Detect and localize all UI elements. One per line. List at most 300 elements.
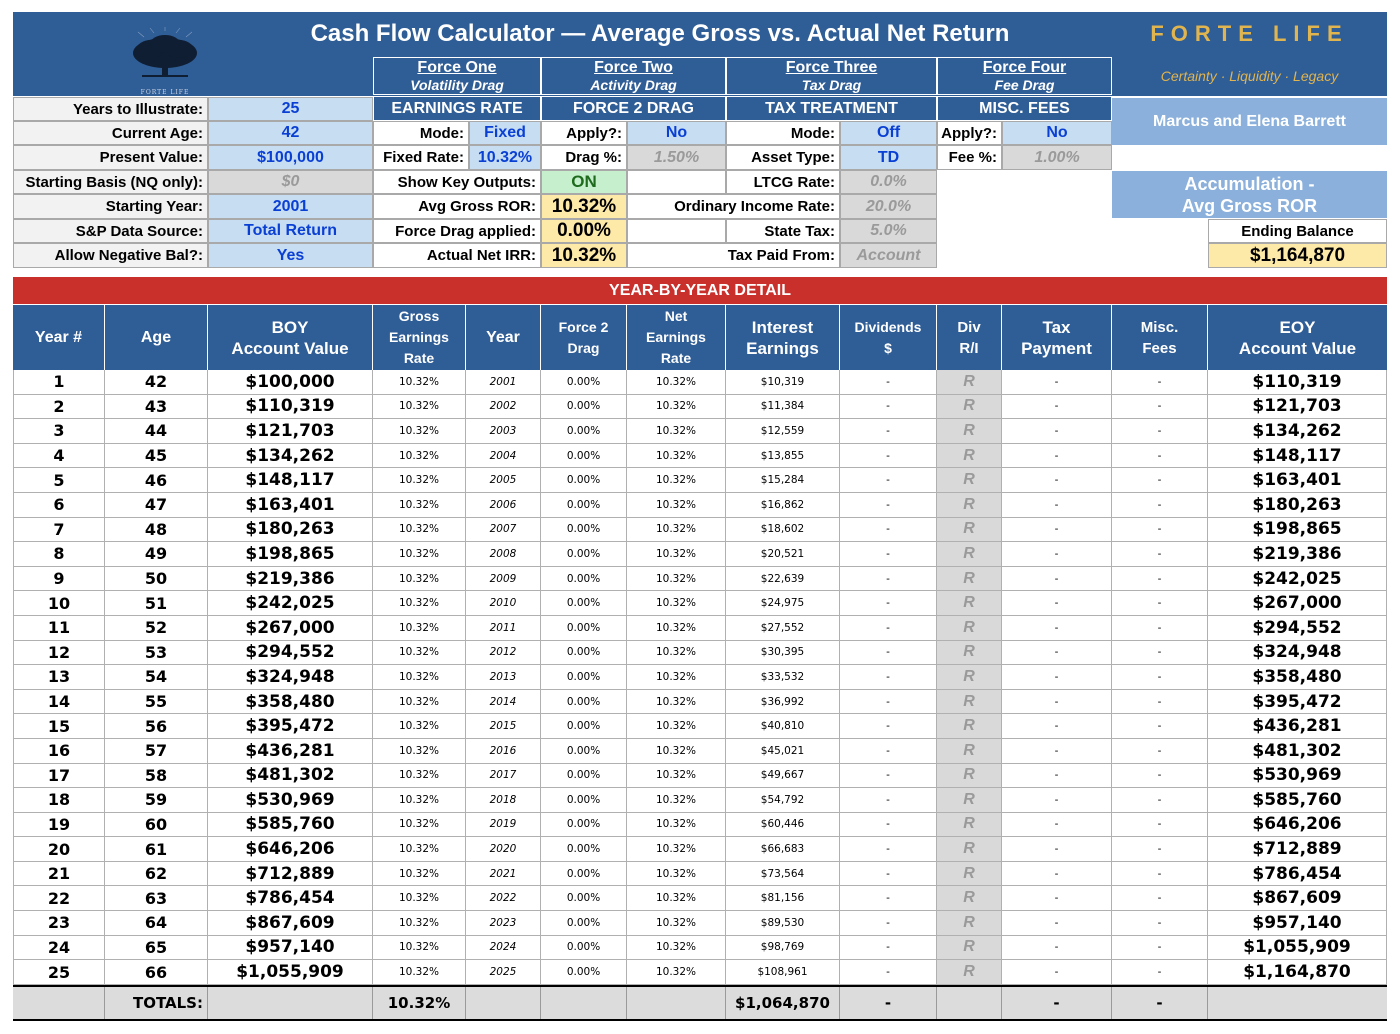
cell-boy-value: $198,865	[208, 542, 373, 567]
cell-eoy-value: $395,472	[1208, 690, 1387, 715]
col-header-text	[486, 327, 520, 348]
cell-div-ri: R	[937, 960, 1002, 985]
cell-boy-value: $324,948	[208, 665, 373, 690]
cell-force2-drag: 0.00%	[541, 714, 627, 739]
cell-year: 2007	[466, 518, 541, 543]
col-header-line: Account Value	[1238, 338, 1357, 358]
ending-balance-value: $1,164,870	[1208, 243, 1387, 268]
cell-year: 2015	[466, 714, 541, 739]
cell-boy-value: $180,263	[208, 518, 373, 543]
table-row	[13, 788, 1387, 813]
cell-div-ri: R	[937, 542, 1002, 567]
avg-gross-ror-label: Avg Gross ROR:	[373, 194, 541, 219]
cell-net-rate: 10.32%	[627, 837, 726, 862]
cell-gross-rate: 10.32%	[373, 641, 466, 666]
cell-div-ri: R	[937, 714, 1002, 739]
cell-year: 2004	[466, 444, 541, 469]
cell-boy-value: $712,889	[208, 862, 373, 887]
cell-interest: $66,683	[726, 837, 840, 862]
table-row	[13, 641, 1387, 666]
col-header-dividends	[840, 305, 937, 370]
cell-boy-value: $585,760	[208, 813, 373, 838]
tax-mode-select[interactable]: Off	[840, 121, 937, 145]
cell-year-num: 25	[13, 960, 105, 985]
cell-interest: $13,855	[726, 444, 840, 469]
cell-dividends: -	[840, 862, 937, 887]
table-row	[13, 567, 1387, 592]
table-row	[13, 837, 1387, 862]
cell-dividends: -	[840, 567, 937, 592]
force-subtitle: Volatility Drag	[410, 77, 504, 93]
force-one-header	[373, 57, 541, 95]
sp-source-select[interactable]: Total Return	[208, 219, 373, 243]
cell-misc-fees: -	[1112, 665, 1208, 690]
cell-div-ri: R	[937, 641, 1002, 666]
fixed-rate-label: Fixed Rate:	[373, 145, 469, 170]
totals-interest: $1,064,870	[726, 987, 840, 1019]
cell-misc-fees: -	[1112, 370, 1208, 395]
cell-tax-payment: -	[1002, 690, 1112, 715]
force-subtitle: Activity Drag	[590, 77, 677, 93]
cell-div-ri: R	[937, 616, 1002, 641]
cell-age: 43	[105, 395, 208, 420]
cell-interest: $20,521	[726, 542, 840, 567]
cell-misc-fees: -	[1112, 837, 1208, 862]
col-header-line: Dividends	[854, 318, 922, 335]
cell-net-rate: 10.32%	[627, 764, 726, 789]
cell-net-rate: 10.32%	[627, 813, 726, 838]
cell-year-num: 3	[13, 419, 105, 444]
cell-interest: $22,639	[726, 567, 840, 592]
cell-interest: $89,530	[726, 911, 840, 936]
force-drag-applied-label: Force Drag applied:	[373, 219, 541, 243]
cell-dividends: -	[840, 690, 937, 715]
cell-gross-rate: 10.32%	[373, 591, 466, 616]
cell-age: 42	[105, 370, 208, 395]
cell-interest: $98,769	[726, 936, 840, 961]
cell-div-ri: R	[937, 936, 1002, 961]
cell-div-ri: R	[937, 837, 1002, 862]
cell-force2-drag: 0.00%	[541, 690, 627, 715]
totals-fees: -	[1112, 987, 1208, 1019]
cell-dividends: -	[840, 936, 937, 961]
cell-year: 2013	[466, 665, 541, 690]
col-header-line: Net	[664, 308, 688, 324]
cell-age: 49	[105, 542, 208, 567]
cell-year-num: 1	[13, 370, 105, 395]
cell-net-rate: 10.32%	[627, 788, 726, 813]
cell-eoy-value: $358,480	[1208, 665, 1387, 690]
sp-source-label: S&P Data Source:	[13, 219, 208, 243]
cell-gross-rate: 10.32%	[373, 936, 466, 961]
scenario-line-1: Accumulation -	[1184, 173, 1315, 194]
col-header-text	[855, 317, 922, 359]
cell-misc-fees: -	[1112, 788, 1208, 813]
asset-type-select[interactable]: TD	[840, 145, 937, 170]
fee-percent-input[interactable]: 1.00%	[1002, 145, 1112, 170]
cell-misc-fees: -	[1112, 813, 1208, 838]
col-header-force2-drag	[541, 305, 627, 370]
cell-gross-rate: 10.32%	[373, 813, 466, 838]
cell-gross-rate: 10.32%	[373, 665, 466, 690]
page-title: Cash Flow Calculator — Average Gross vs. Actual Net Return	[310, 20, 1010, 47]
col-header-gross-rate	[373, 305, 466, 370]
cell-net-rate: 10.32%	[627, 714, 726, 739]
cell-div-ri: R	[937, 419, 1002, 444]
col-header-line: Account Value	[231, 338, 349, 358]
cell-misc-fees: -	[1112, 641, 1208, 666]
cell-boy-value: $786,454	[208, 886, 373, 911]
cell-age: 47	[105, 493, 208, 518]
cell-misc-fees: -	[1112, 886, 1208, 911]
cell-boy-value: $100,000	[208, 370, 373, 395]
cell-eoy-value: $481,302	[1208, 739, 1387, 764]
col-header-line: Interest	[751, 317, 814, 337]
cell-eoy-value: $121,703	[1208, 395, 1387, 420]
cell-misc-fees: -	[1112, 862, 1208, 887]
cell-force2-drag: 0.00%	[541, 788, 627, 813]
cell-misc-fees: -	[1112, 444, 1208, 469]
cell-gross-rate: 10.32%	[373, 886, 466, 911]
table-row	[13, 395, 1387, 420]
cell-net-rate: 10.32%	[627, 911, 726, 936]
table-row	[13, 739, 1387, 764]
col-header-line: Payment	[1021, 338, 1092, 358]
cell-interest: $10,319	[726, 370, 840, 395]
cell-dividends: -	[840, 370, 937, 395]
table-row	[13, 665, 1387, 690]
cell-year: 2002	[466, 395, 541, 420]
cell-boy-value: $957,140	[208, 936, 373, 961]
totals-gross-rate: 10.32%	[373, 987, 466, 1019]
cell-div-ri: R	[937, 886, 1002, 911]
cell-tax-payment: -	[1002, 960, 1112, 985]
cell-misc-fees: -	[1112, 591, 1208, 616]
cell-boy-value: $148,117	[208, 468, 373, 493]
cell-dividends: -	[840, 837, 937, 862]
cell-year-num: 15	[13, 714, 105, 739]
cell-force2-drag: 0.00%	[541, 542, 627, 567]
cell-boy-value: $436,281	[208, 739, 373, 764]
cell-net-rate: 10.32%	[627, 542, 726, 567]
cell-year: 2009	[466, 567, 541, 592]
cell-force2-drag: 0.00%	[541, 764, 627, 789]
cell-div-ri: R	[937, 444, 1002, 469]
cell-eoy-value: $1,164,870	[1208, 960, 1387, 985]
earnings-mode-select[interactable]: Fixed	[469, 121, 541, 145]
pv-label: Present Value:	[13, 145, 208, 170]
state-tax-input[interactable]: 5.0%	[840, 219, 937, 243]
cell-gross-rate: 10.32%	[373, 616, 466, 641]
col-header-text	[646, 306, 706, 369]
cell-force2-drag: 0.00%	[541, 616, 627, 641]
cell-force2-drag: 0.00%	[541, 567, 627, 592]
col-header-boy-value	[208, 305, 373, 370]
cell-net-rate: 10.32%	[627, 739, 726, 764]
cell-eoy-value: $957,140	[1208, 911, 1387, 936]
fees-apply-label: Apply?:	[937, 121, 1002, 145]
cell-age: 44	[105, 419, 208, 444]
basis-label: Starting Basis (NQ only):	[13, 170, 208, 194]
cell-interest: $33,532	[726, 665, 840, 690]
cell-eoy-value: $530,969	[1208, 764, 1387, 789]
cell-boy-value: $530,969	[208, 788, 373, 813]
cell-year-num: 19	[13, 813, 105, 838]
scenario-line-2: Avg Gross ROR	[1181, 195, 1318, 216]
tax-paid-from-label: Tax Paid From:	[627, 243, 840, 268]
ltcg-rate-input[interactable]: 0.0%	[840, 170, 937, 194]
col-header-text	[389, 306, 449, 369]
starting-year-input[interactable]: 2001	[208, 194, 373, 219]
col-header-misc-fees	[1112, 305, 1208, 370]
tax-paid-from-select[interactable]: Account	[840, 243, 937, 268]
scenario-label	[1112, 171, 1387, 218]
age-label: Current Age:	[13, 121, 208, 145]
present-value-input[interactable]: $100,000	[208, 145, 373, 170]
cell-gross-rate: 10.32%	[373, 960, 466, 985]
col-header-text	[1021, 317, 1092, 359]
cell-boy-value: $1,055,909	[208, 960, 373, 985]
totals-blank	[541, 987, 627, 1019]
cell-div-ri: R	[937, 813, 1002, 838]
cell-interest: $45,021	[726, 739, 840, 764]
cell-misc-fees: -	[1112, 567, 1208, 592]
force2-apply-select[interactable]: No	[627, 121, 726, 145]
cell-dividends: -	[840, 444, 937, 469]
cell-div-ri: R	[937, 665, 1002, 690]
cell-eoy-value: $786,454	[1208, 862, 1387, 887]
cell-eoy-value: $436,281	[1208, 714, 1387, 739]
cell-gross-rate: 10.32%	[373, 395, 466, 420]
cell-tax-payment: -	[1002, 837, 1112, 862]
cell-force2-drag: 0.00%	[541, 862, 627, 887]
cell-force2-drag: 0.00%	[541, 370, 627, 395]
col-header-text	[231, 317, 348, 359]
misc-fees-header: MISC. FEES	[937, 96, 1112, 121]
cell-age: 55	[105, 690, 208, 715]
cell-tax-payment: -	[1002, 542, 1112, 567]
cell-eoy-value: $867,609	[1208, 886, 1387, 911]
col-header-line: $	[884, 339, 892, 356]
cell-tax-payment: -	[1002, 395, 1112, 420]
cell-boy-value: $646,206	[208, 837, 373, 862]
years-input[interactable]: 25	[208, 97, 373, 121]
cell-net-rate: 10.32%	[627, 370, 726, 395]
cell-year: 2012	[466, 641, 541, 666]
client-name: Marcus and Elena Barrett	[1112, 98, 1387, 145]
force-name: Force Three	[785, 59, 878, 76]
cell-eoy-value: $585,760	[1208, 788, 1387, 813]
col-header-line: Tax	[1042, 317, 1071, 337]
cell-gross-rate: 10.32%	[373, 714, 466, 739]
col-header-line: Drag	[567, 339, 600, 356]
cell-net-rate: 10.32%	[627, 419, 726, 444]
cell-eoy-value: $646,206	[1208, 813, 1387, 838]
table-row	[13, 960, 1387, 985]
cell-dividends: -	[840, 714, 937, 739]
cell-interest: $108,961	[726, 960, 840, 985]
cell-tax-payment: -	[1002, 764, 1112, 789]
cell-boy-value: $163,401	[208, 493, 373, 518]
cell-year: 2020	[466, 837, 541, 862]
cell-net-rate: 10.32%	[627, 468, 726, 493]
table-body	[13, 370, 1387, 985]
starting-basis-input[interactable]: $0	[208, 170, 373, 194]
cell-tax-payment: -	[1002, 714, 1112, 739]
totals-dividends: -	[840, 987, 937, 1019]
cell-interest: $15,284	[726, 468, 840, 493]
cell-misc-fees: -	[1112, 395, 1208, 420]
cell-force2-drag: 0.00%	[541, 886, 627, 911]
cell-force2-drag: 0.00%	[541, 960, 627, 985]
cell-tax-payment: -	[1002, 591, 1112, 616]
cell-gross-rate: 10.32%	[373, 444, 466, 469]
cell-force2-drag: 0.00%	[541, 641, 627, 666]
totals-blank	[466, 987, 541, 1019]
cell-gross-rate: 10.32%	[373, 518, 466, 543]
col-header-line: BOY	[271, 317, 309, 337]
cell-boy-value: $481,302	[208, 764, 373, 789]
cell-eoy-value: $110,319	[1208, 370, 1387, 395]
cell-gross-rate: 10.32%	[373, 567, 466, 592]
cell-tax-payment: -	[1002, 518, 1112, 543]
col-header-text	[1239, 317, 1356, 359]
table-row	[13, 518, 1387, 543]
col-header-line: Age	[140, 329, 172, 346]
totals-label: TOTALS:	[105, 987, 208, 1019]
cell-age: 59	[105, 788, 208, 813]
cell-age: 61	[105, 837, 208, 862]
col-header-year	[466, 305, 541, 370]
cell-age: 52	[105, 616, 208, 641]
cell-misc-fees: -	[1112, 690, 1208, 715]
table-row	[13, 862, 1387, 887]
cell-force2-drag: 0.00%	[541, 936, 627, 961]
earnings-mode-label: Mode:	[373, 121, 469, 145]
cell-tax-payment: -	[1002, 370, 1112, 395]
cell-misc-fees: -	[1112, 960, 1208, 985]
col-header-interest	[726, 305, 840, 370]
cell-boy-value: $294,552	[208, 641, 373, 666]
force-name: Force Four	[982, 59, 1067, 76]
negative-balance-select[interactable]: Yes	[208, 243, 373, 268]
cell-misc-fees: -	[1112, 911, 1208, 936]
force2-drag-input[interactable]: 1.50%	[627, 145, 726, 170]
cell-tax-payment: -	[1002, 493, 1112, 518]
col-header-year-num	[13, 305, 105, 370]
cell-year: 2021	[466, 862, 541, 887]
cell-force2-drag: 0.00%	[541, 837, 627, 862]
actual-net-irr-value: 10.32%	[541, 243, 627, 268]
cell-interest: $27,552	[726, 616, 840, 641]
force-four-header	[937, 57, 1112, 95]
col-header-line: Misc.	[1140, 318, 1179, 336]
cell-interest: $11,384	[726, 395, 840, 420]
fixed-rate-input[interactable]: 10.32%	[469, 145, 541, 170]
cell-interest: $49,667	[726, 764, 840, 789]
cell-misc-fees: -	[1112, 518, 1208, 543]
cell-gross-rate: 10.32%	[373, 911, 466, 936]
cell-year: 2019	[466, 813, 541, 838]
cell-net-rate: 10.32%	[627, 567, 726, 592]
cell-dividends: -	[840, 468, 937, 493]
col-header-line: Year #	[34, 329, 83, 346]
cell-force2-drag: 0.00%	[541, 591, 627, 616]
cell-year: 2024	[466, 936, 541, 961]
totals-blank	[208, 987, 373, 1019]
force2-drag-label: Drag %:	[541, 145, 627, 170]
cell-eoy-value: $1,055,909	[1208, 936, 1387, 961]
cell-net-rate: 10.32%	[627, 395, 726, 420]
cell-interest: $12,559	[726, 419, 840, 444]
cell-year: 2014	[466, 690, 541, 715]
cell-dividends: -	[840, 542, 937, 567]
col-header-line: EOY	[1279, 317, 1316, 337]
age-input[interactable]: 42	[208, 121, 373, 145]
cell-year: 2011	[466, 616, 541, 641]
cell-age: 50	[105, 567, 208, 592]
table-row	[13, 886, 1387, 911]
cell-age: 46	[105, 468, 208, 493]
cell-year: 2005	[466, 468, 541, 493]
cell-net-rate: 10.32%	[627, 665, 726, 690]
cell-year-num: 8	[13, 542, 105, 567]
col-header-tax-payment	[1002, 305, 1112, 370]
cell-net-rate: 10.32%	[627, 616, 726, 641]
years-label: Years to Illustrate:	[13, 97, 208, 121]
cell-year: 2016	[466, 739, 541, 764]
state-tax-label: State Tax:	[726, 219, 840, 243]
earnings-rate-header: EARNINGS RATE	[373, 96, 541, 121]
brand-name: FORTE LIFE	[1150, 21, 1349, 46]
col-header-eoy-value	[1208, 305, 1387, 370]
col-header-line: Year	[486, 329, 520, 346]
cell-net-rate: 10.32%	[627, 591, 726, 616]
col-header-net-rate	[627, 305, 726, 370]
cell-force2-drag: 0.00%	[541, 444, 627, 469]
tax-treatment-header: TAX TREATMENT	[726, 96, 937, 121]
cell-year-num: 22	[13, 886, 105, 911]
cell-div-ri: R	[937, 370, 1002, 395]
cell-tax-payment: -	[1002, 567, 1112, 592]
cell-interest: $40,810	[726, 714, 840, 739]
ordinary-income-rate-input[interactable]: 20.0%	[840, 194, 937, 219]
col-header-line: Force 2	[558, 318, 609, 335]
cell-boy-value: $395,472	[208, 714, 373, 739]
cell-interest: $54,792	[726, 788, 840, 813]
cell-age: 66	[105, 960, 208, 985]
cell-age: 56	[105, 714, 208, 739]
cell-boy-value: $219,386	[208, 567, 373, 592]
cell-year: 2017	[466, 764, 541, 789]
blank-cell	[627, 219, 726, 243]
fees-apply-select[interactable]: No	[1002, 121, 1112, 145]
avg-gross-ror-value: 10.32%	[541, 194, 627, 219]
cell-age: 51	[105, 591, 208, 616]
cell-force2-drag: 0.00%	[541, 665, 627, 690]
cell-gross-rate: 10.32%	[373, 468, 466, 493]
cell-year-num: 5	[13, 468, 105, 493]
cell-div-ri: R	[937, 567, 1002, 592]
totals-blank	[627, 987, 726, 1019]
cell-interest: $18,602	[726, 518, 840, 543]
year-by-year-title: YEAR-BY-YEAR DETAIL	[13, 277, 1387, 304]
cell-age: 63	[105, 886, 208, 911]
cell-div-ri: R	[937, 862, 1002, 887]
cell-eoy-value: $198,865	[1208, 518, 1387, 543]
show-key-outputs-toggle[interactable]: ON	[541, 170, 627, 194]
force-name: Force Two	[594, 59, 673, 76]
